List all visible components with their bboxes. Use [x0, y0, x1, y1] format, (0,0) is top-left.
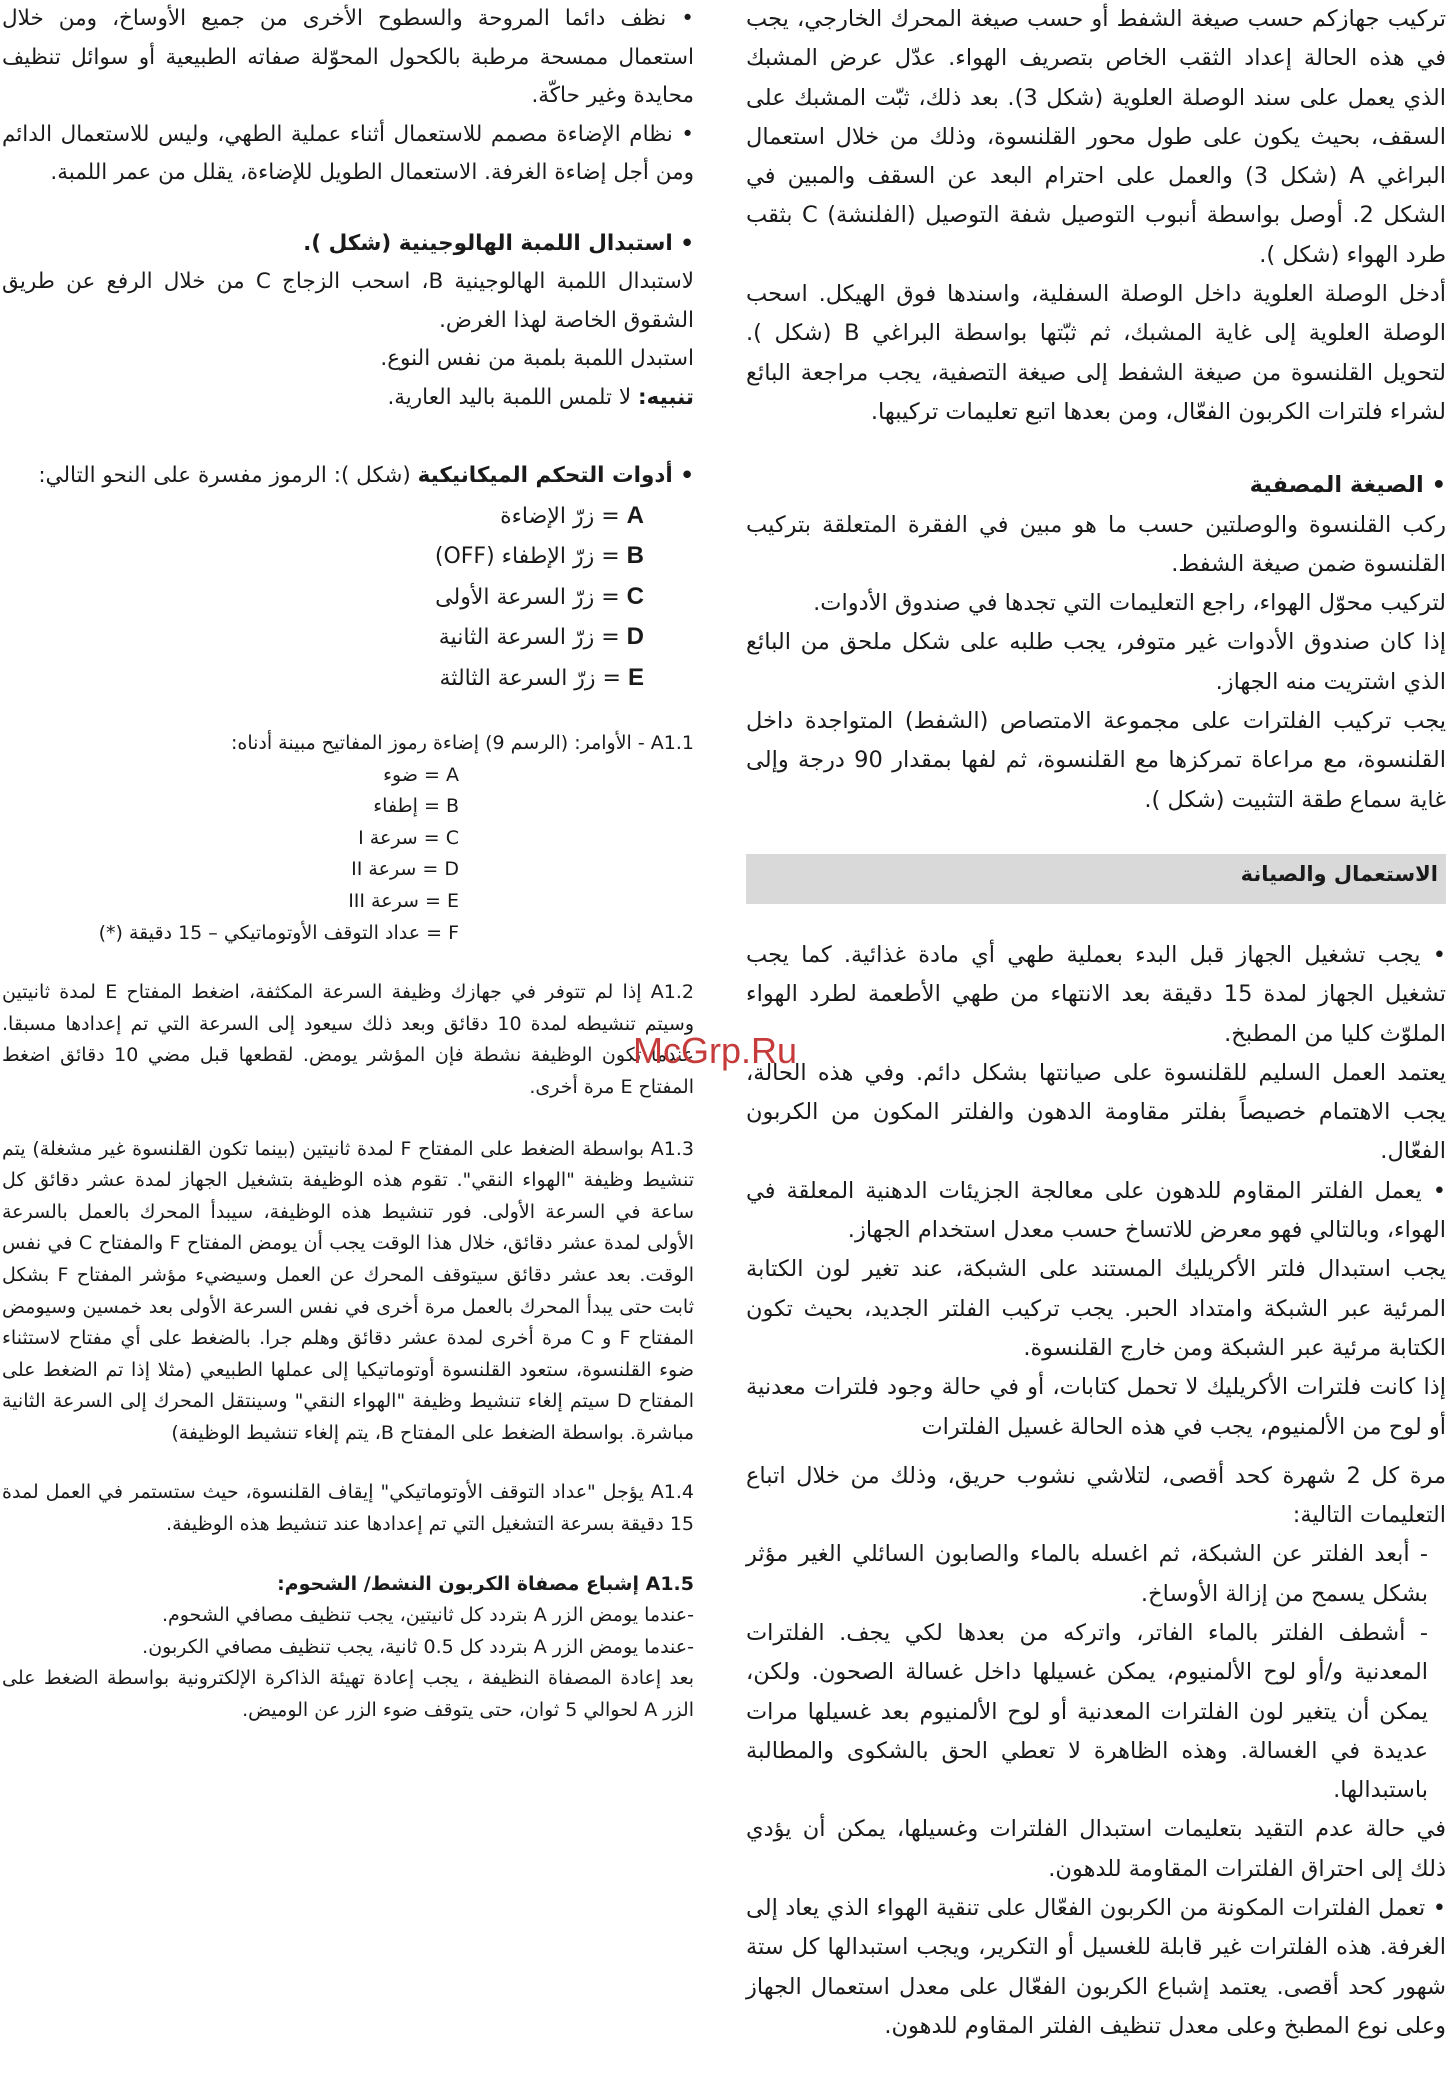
usage-paragraph: يجب استبدال فلتر الأكريليك المستند على الشبكة، عند تغير لون الكتابة المرئية عبر الشبكة وامتداد الحبر. يجب تركيب الفلتر الجديد، بحيث تكون الكتابة مرئية عبر الشبكة ومن خارج القلنسوة.: [746, 1256, 1446, 1361]
a12-paragraph: A1.2 إذا لم تتوفر في جهازك وظيفة السرعة المكثفة، اضغط المفتاح E لمدة ثانيتين وسيتم تنشيطه لمدة 10 دقائق وبعد ذلك سيعود إلى السرعة التي تم إعدادها مسبقا. عندما تكون الوظيفة نشطة فإن المؤشر يومض. لقطعها قبل مضي 10 دقائق اضغط المفتاح E مرة أخرى.: [2, 981, 695, 1098]
usage-paragraph: • يجب تشغيل الجهاز قبل البدء بعملية طهي أي مادة غذائية. كما يجب تشغيل الجهاز لمدة 15 دقيقة بعد الانتهاء من طهي الأطعمة لطرد الهواء الملوّث كليا من المطبخ.: [746, 941, 1446, 1047]
a15-heading: A1.5 إشباع مصفاة الكربون النشط/ الشحوم:: [277, 1572, 694, 1595]
install-paragraph-2: أدخل الوصلة العلوية داخل الوصلة السفلية، واسندها فوق الهيكل. اسحب الوصلة العلوية إلى غاية المشبك، ثم ثبّتها بواسطة البراغي B (شكل ). لتحويل القلنسوة من صيغة الشفط إلى صيغة التصفية، يجب مراجعة البائع لشراء فلترات الكربون الفعّال، ومن بعدها اتبع تعليمات تركيبها.: [746, 281, 1446, 425]
warning-line: [2, 379, 694, 418]
key-item: [2, 617, 644, 658]
key-letter: A: [626, 501, 644, 529]
key-letter: B: [626, 542, 644, 569]
key-desc: = زرّ الإضاءة: [500, 503, 620, 529]
a15-item: بعد إعادة المصفاة النظيفة ، يجب إعادة تهيئة الذاكرة الإلكترونية بواسطة الضغط على الزر A لحوالي 5 ثوان، حتى يتوقف ضوء الزر عن الوميض.: [2, 1667, 694, 1722]
right-column: [746, 0, 1446, 2046]
a11-list: [2, 760, 694, 950]
install-paragraph: تركيب جهازكم حسب صيغة الشفط أو حسب صيغة المحرك الخارجي، يجب في هذه الحالة إعداد الثقب الخاص بتصريف الهواء. عدّل عرض المشبك الذي يعمل على سند الوصلة العلوية (شكل 3). بعد ذلك، ثبّت المشبك على السقف، بحيث يكون على طول محور القلنسوة، وذلك من خلال استعمال البراغي A (شكل 3) والعمل على احترام البعد عن السقف والمبين في الشكل 2. أوصل بواسطة أنبوب التوصيل شفة التوصيل (الفلنشة) C بثقب طرد الهواء (شكل ).: [746, 6, 1446, 268]
usage-paragraph: في حالة عدم التقيد بتعليمات استبدال الفلترات وغسيلها، يمكن أن يؤدي ذلك إلى احتراق الفلترات المقاومة للدهون.: [746, 1816, 1446, 1882]
filter-paragraph: يجب تركيب الفلترات على مجموعة الامتصاص (الشفط) المتواجدة داخل القلنسوة، مع مراعاة تمركزها مع القلنسوة، ثم لفها بمقدار 90 درجة وإلى غاية سماع طقة التثبيت (شكل ).: [746, 708, 1447, 813]
key-desc: = زرّ السرعة الثالثة: [439, 665, 621, 691]
a11-item: F = عداد التوقف الأوتوماتيكي – 15 دقيقة (*): [98, 921, 459, 944]
lamp-paragraph: استبدل اللمبة بلمبة من نفس النوع.: [380, 346, 694, 371]
a15-item: -عندما يومض الزر A بتردد كل 0.5 ثانية، يجب تنظيف مصافي الكربون.: [142, 1635, 694, 1658]
usage-step: - أشطف الفلتر بالماء الفاتر، واتركه من بعدها لكي يجف. الفلترات المعدنية و/أو لوح الألمنيوم، يمكن غسيلها داخل غسالة الصحون. ولكن، يمكن أن يتغير لون الفلترات المعدنية أو لوح الألمنيوم بعد غسيلها مرات عديدة في الغسالة. وهذه الظاهرة لا تعطي الحق بالشكوى والمطالبة باستبدالها.: [746, 1619, 1428, 1804]
a11-item: C = سرعة I: [358, 826, 459, 849]
watermark-text: McGrp.Ru: [633, 1030, 798, 1071]
usage-step: - أبعد الفلتر عن الشبكة، ثم اغسله بالماء والصابون السائلي الغير مؤثر بشكل يسمح من إزالة الأوساخ.: [746, 1541, 1428, 1607]
a11-item: A = ضوء: [383, 763, 459, 786]
key-item: [2, 577, 644, 618]
section-band: [746, 854, 1446, 904]
controls-heading-rest: (شكل ): الرموز مفسرة على النحو التالي:: [38, 463, 411, 488]
controls-key-list: [2, 496, 694, 699]
lighting-paragraph: • نظام الإضاءة مصمم للاستعمال أثناء عملية الطهي، وليس للاستعمال الدائم ومن أجل إضاءة الغرفة. الاستعمال الطويل للإضاءة، يقلل من عمر اللمبة.: [2, 121, 694, 185]
usage-paragraph: إذا كانت فلترات الأكريليك لا تحمل كتابات، أو في حالة وجود فلترات معدنية أو لوح من الألمنيوم، يجب في هذه الحالة غسيل الفلترات: [746, 1374, 1446, 1440]
a11-item: E = سرعة III: [348, 889, 459, 912]
a13-paragraph: A1.3 بواسطة الضغط على المفتاح F لمدة ثانيتين (بينما تكون القلنسوة غير مشغلة) يتم تنشيط وظيفة "الهواء النقي". تقوم هذه الوظيفة بتشغيل الجهاز لمدة عشر دقائق كل ساعة في السرعة الأولى. فور تنشيط هذه الوظيفة، سيبدأ المحرك بالعمل بالسرعة الأولى لمدة عشر دقائق، خلال هذا الوقت يجب أن يومض المفتاح F والمفتاح C في نفس الوقت. بعد عشر دقائق سيتوقف المحرك عن العمل وسيضيء مؤشر المفتاح F بشكل ثابت حتى يبدأ المحرك بالعمل مرة أخرى في نفس السرعة الأولى بعد خمسين وسيومض المفتاح F و C مرة أخرى لمدة عشر دقائق وهلم جرا. بالضغط على أي مفتاح لاستثناء ضوء القلنسوة، ستعود القلنسوة أوتوماتيكيا إلى عملها الطبيعي (مثلا إذا تم الضغط على المفتاح D سيتم إلغاء تنشيط وظيفة "الهواء النقي" وسينتقل المحرك إلى السرعة الثانية مباشرة. بواسطة الضغط على المفتاح B، يتم إلغاء تنشيط الوظيفة): [2, 1137, 694, 1444]
key-item: [2, 496, 644, 537]
key-letter: D: [626, 623, 644, 650]
a15-item: -عندما يومض الزر A بتردد كل ثانيتين، يجب تنظيف مصافي الشحوم.: [161, 1604, 694, 1627]
key-item: [2, 658, 644, 699]
usage-paragraph: • يعمل الفلتر المقاوم للدهون على معالجة الجزيئات الدهنية المعلقة في الهواء، وبالتالي فهو معرض للاتساخ حسب معدل استخدام الجهاز.: [746, 1177, 1446, 1244]
cleaning-paragraph: • نظف دائما المروحة والسطوح الأخرى من جميع الأوساخ، ومن خلال استعمال ممسحة مرطبة بالكحول المحوّلة صفاته الطبيعية أو سوائل تنظيف محايدة وغير حاكّة.: [2, 6, 694, 108]
warning-label: تنبيه:: [637, 384, 694, 410]
key-item: [2, 536, 644, 577]
controls-heading: • أدوات التحكم الميكانيكية: [417, 463, 694, 488]
key-desc: = زرّ السرعة الأولى: [435, 584, 620, 610]
lamp-paragraph: لاستبدال اللمبة الهالوجينية B، اسحب الزجاج C من خلال الرفع عن طريق الشقوق الخاصة لهذا الغرض.: [2, 269, 694, 333]
a11-heading: A1.1 - الأوامر: (الرسم 9) إضاءة رموز المفاتيح مبينة أدناه:: [230, 732, 694, 754]
filter-paragraph: ركب القلنسوة والوصلتين حسب ما هو مبين في الفقرة المتعلقة بتركيب القلنسوة ضمن صيغة الشفط.: [746, 511, 1446, 577]
controls-heading-line: [2, 457, 694, 496]
key-letter: E: [627, 663, 644, 691]
usage-paragraph: يعتمد العمل السليم للقلنسوة على صيانتها بشكل دائم. وفي هذه الحالة، يجب الاهتمام خصيصاً بفلتر مقاومة الدهون والفلتر المكون من الكربون الفعّال.: [746, 1059, 1446, 1165]
a14-paragraph: A1.4 يؤجل "عداد التوقف الأوتوماتيكي" إيقاف القلنسوة، حيث ستستمر في العمل لمدة 15 دقيقة بسرعة التشغيل التي تم إعدادها عند تنشيط هذه الوظيفة.: [2, 1481, 694, 1536]
section-title: الاستعمال والصيانة: [1240, 861, 1438, 886]
filter-paragraph: إذا كان صندوق الأدوات غير متوفر، يجب طلبه على شكل ملحق من البائع الذي اشتريت منه الجهاز.: [746, 629, 1446, 695]
key-desc: = زرّ السرعة الثانية: [438, 625, 620, 650]
filter-mode-heading: • الصيغة المصفية: [1249, 472, 1446, 499]
usage-paragraph: مرة كل 2 شهرة كحد أقصى، لتلاشي نشوب حريق، وذلك من خلال اتباع التعليمات التالية:: [746, 1462, 1446, 1529]
key-letter: C: [626, 582, 644, 610]
a11-item: B = إطفاء: [373, 795, 459, 818]
filter-paragraph: لتركيب محوّل الهواء، راجع التعليمات التي تجدها في صندوق الأدوات.: [813, 590, 1446, 617]
left-column: [2, 0, 694, 1727]
lamp-heading: • استبدال اللمبة الهالوجينية (شكل ).: [303, 230, 694, 256]
warning-text: لا تلمس اللمبة باليد العارية.: [387, 384, 632, 410]
key-desc: = زرّ الإطفاء (OFF): [434, 544, 620, 569]
a11-item: D = سرعة II: [351, 858, 459, 881]
usage-paragraph: • تعمل الفلترات المكونة من الكربون الفعّال على تنقية الهواء الذي يعاد إلى الغرفة. هذه الفلترات غير قابلة للغسيل أو التكرير، ويجب استبدالها كل ستة شهور كحد أقصى. يعتمد إشباع الكربون الفعّال على معدل استعمال الجهاز وعلى نوع المطبخ وعلى معدل تنظيف الفلتر المقاوم للدهون.: [746, 1895, 1446, 2039]
